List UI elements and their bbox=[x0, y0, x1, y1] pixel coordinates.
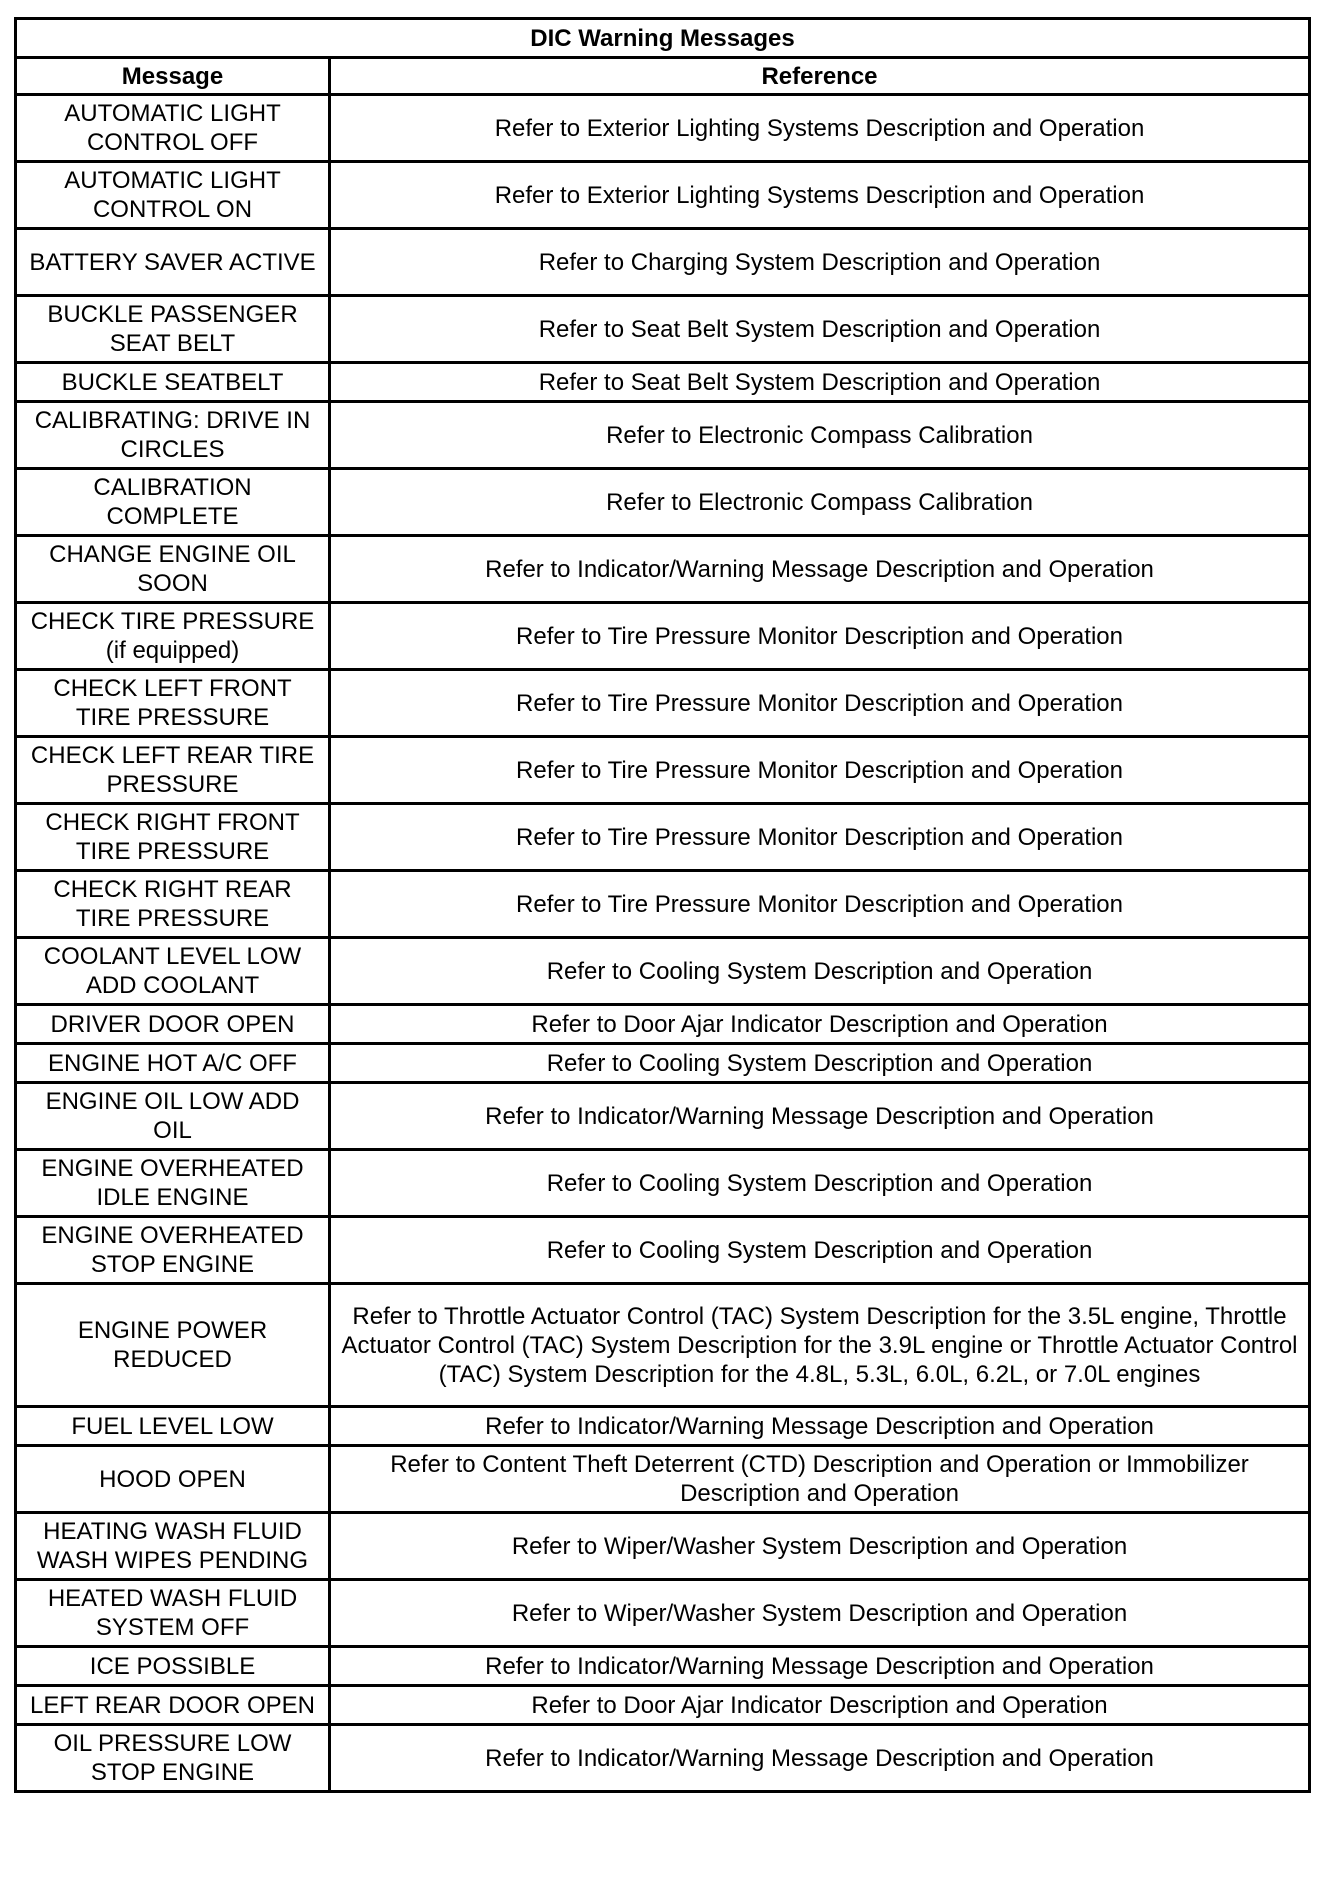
message-cell: CHECK RIGHT FRONT TIRE PRESSURE bbox=[16, 804, 330, 871]
reference-cell: Refer to Door Ajar Indicator Description and Operation bbox=[330, 1005, 1310, 1044]
reference-cell: Refer to Electronic Compass Calibration bbox=[330, 402, 1310, 469]
reference-cell: Refer to Indicator/Warning Message Description and Operation bbox=[330, 1725, 1310, 1792]
reference-cell: Refer to Tire Pressure Monitor Description and Operation bbox=[330, 871, 1310, 938]
message-cell: BUCKLE SEATBELT bbox=[16, 363, 330, 402]
reference-cell: Refer to Tire Pressure Monitor Description and Operation bbox=[330, 804, 1310, 871]
table-row bbox=[16, 737, 1310, 804]
table-row bbox=[16, 1044, 1310, 1083]
table-row bbox=[16, 1407, 1310, 1446]
table-title-row bbox=[16, 19, 1310, 58]
reference-cell: Refer to Cooling System Description and Operation bbox=[330, 938, 1310, 1005]
reference-cell: Refer to Seat Belt System Description and Operation bbox=[330, 363, 1310, 402]
message-cell: BATTERY SAVER ACTIVE bbox=[16, 229, 330, 296]
message-cell: BUCKLE PASSENGER SEAT BELT bbox=[16, 296, 330, 363]
message-cell: CHANGE ENGINE OIL SOON bbox=[16, 536, 330, 603]
message-cell: HEATING WASH FLUID WASH WIPES PENDING bbox=[16, 1513, 330, 1580]
reference-cell: Refer to Tire Pressure Monitor Description and Operation bbox=[330, 603, 1310, 670]
table-row bbox=[16, 296, 1310, 363]
reference-cell: Refer to Content Theft Deterrent (CTD) Description and Operation or Immobilizer Description and Operation bbox=[330, 1446, 1310, 1513]
table-row bbox=[16, 1083, 1310, 1150]
table-row bbox=[16, 162, 1310, 229]
reference-cell: Refer to Indicator/Warning Message Description and Operation bbox=[330, 1083, 1310, 1150]
dic-warning-messages-table bbox=[14, 17, 1311, 1793]
message-cell: AUTOMATIC LIGHT CONTROL ON bbox=[16, 162, 330, 229]
message-cell: CHECK LEFT FRONT TIRE PRESSURE bbox=[16, 670, 330, 737]
message-cell: ICE POSSIBLE bbox=[16, 1647, 330, 1686]
table-row bbox=[16, 670, 1310, 737]
reference-cell: Refer to Seat Belt System Description and Operation bbox=[330, 296, 1310, 363]
message-cell: ENGINE HOT A/C OFF bbox=[16, 1044, 330, 1083]
table-row bbox=[16, 1686, 1310, 1725]
message-cell: ENGINE POWER REDUCED bbox=[16, 1284, 330, 1407]
message-cell: COOLANT LEVEL LOW ADD COOLANT bbox=[16, 938, 330, 1005]
table-row bbox=[16, 536, 1310, 603]
reference-cell: Refer to Indicator/Warning Message Description and Operation bbox=[330, 1647, 1310, 1686]
table-header-row bbox=[16, 58, 1310, 95]
table-row bbox=[16, 469, 1310, 536]
message-cell: ENGINE OIL LOW ADD OIL bbox=[16, 1083, 330, 1150]
message-cell: OIL PRESSURE LOW STOP ENGINE bbox=[16, 1725, 330, 1792]
reference-cell: Refer to Wiper/Washer System Description and Operation bbox=[330, 1513, 1310, 1580]
table-row bbox=[16, 363, 1310, 402]
table-row bbox=[16, 1513, 1310, 1580]
reference-cell: Refer to Tire Pressure Monitor Description and Operation bbox=[330, 737, 1310, 804]
message-cell: HOOD OPEN bbox=[16, 1446, 330, 1513]
table-row bbox=[16, 938, 1310, 1005]
table-row bbox=[16, 1446, 1310, 1513]
reference-cell: Refer to Door Ajar Indicator Description and Operation bbox=[330, 1686, 1310, 1725]
message-cell: FUEL LEVEL LOW bbox=[16, 1407, 330, 1446]
reference-cell: Refer to Cooling System Description and Operation bbox=[330, 1150, 1310, 1217]
table-row bbox=[16, 402, 1310, 469]
table-row bbox=[16, 1150, 1310, 1217]
table-row bbox=[16, 95, 1310, 162]
table-row bbox=[16, 1217, 1310, 1284]
message-cell: ENGINE OVERHEATED IDLE ENGINE bbox=[16, 1150, 330, 1217]
table-row bbox=[16, 1580, 1310, 1647]
table-row bbox=[16, 1005, 1310, 1044]
message-cell: CHECK TIRE PRESSURE (if equipped) bbox=[16, 603, 330, 670]
reference-cell: Refer to Cooling System Description and Operation bbox=[330, 1044, 1310, 1083]
message-cell: HEATED WASH FLUID SYSTEM OFF bbox=[16, 1580, 330, 1647]
reference-cell: Refer to Electronic Compass Calibration bbox=[330, 469, 1310, 536]
reference-cell: Refer to Charging System Description and Operation bbox=[330, 229, 1310, 296]
table-body bbox=[16, 95, 1310, 1792]
reference-cell: Refer to Exterior Lighting Systems Description and Operation bbox=[330, 95, 1310, 162]
message-cell: ENGINE OVERHEATED STOP ENGINE bbox=[16, 1217, 330, 1284]
message-cell: AUTOMATIC LIGHT CONTROL OFF bbox=[16, 95, 330, 162]
table-title: DIC Warning Messages bbox=[16, 19, 1310, 58]
table-row bbox=[16, 1725, 1310, 1792]
message-cell: DRIVER DOOR OPEN bbox=[16, 1005, 330, 1044]
column-header-message: Message bbox=[16, 58, 330, 95]
table-row bbox=[16, 804, 1310, 871]
message-cell: CHECK RIGHT REAR TIRE PRESSURE bbox=[16, 871, 330, 938]
table-row bbox=[16, 871, 1310, 938]
table-row bbox=[16, 1647, 1310, 1686]
table-row bbox=[16, 1284, 1310, 1407]
reference-cell: Refer to Cooling System Description and Operation bbox=[330, 1217, 1310, 1284]
reference-cell: Refer to Indicator/Warning Message Description and Operation bbox=[330, 1407, 1310, 1446]
reference-cell: Refer to Indicator/Warning Message Description and Operation bbox=[330, 536, 1310, 603]
message-cell: CHECK LEFT REAR TIRE PRESSURE bbox=[16, 737, 330, 804]
message-cell: LEFT REAR DOOR OPEN bbox=[16, 1686, 330, 1725]
table-row bbox=[16, 229, 1310, 296]
reference-cell: Refer to Wiper/Washer System Description and Operation bbox=[330, 1580, 1310, 1647]
reference-cell: Refer to Exterior Lighting Systems Description and Operation bbox=[330, 162, 1310, 229]
message-cell: CALIBRATING: DRIVE IN CIRCLES bbox=[16, 402, 330, 469]
message-cell: CALIBRATION COMPLETE bbox=[16, 469, 330, 536]
reference-cell: Refer to Tire Pressure Monitor Description and Operation bbox=[330, 670, 1310, 737]
column-header-reference: Reference bbox=[330, 58, 1310, 95]
reference-cell: Refer to Throttle Actuator Control (TAC) System Description for the 3.5L engine, Throttle Actuator Control (TAC) System Description for the 3.9L engine or Throttle Actuator Control (TAC) System Description for the 4.8L, 5.3L, 6.0L, 6.2L, or 7.0L engines bbox=[330, 1284, 1310, 1407]
table-row bbox=[16, 603, 1310, 670]
